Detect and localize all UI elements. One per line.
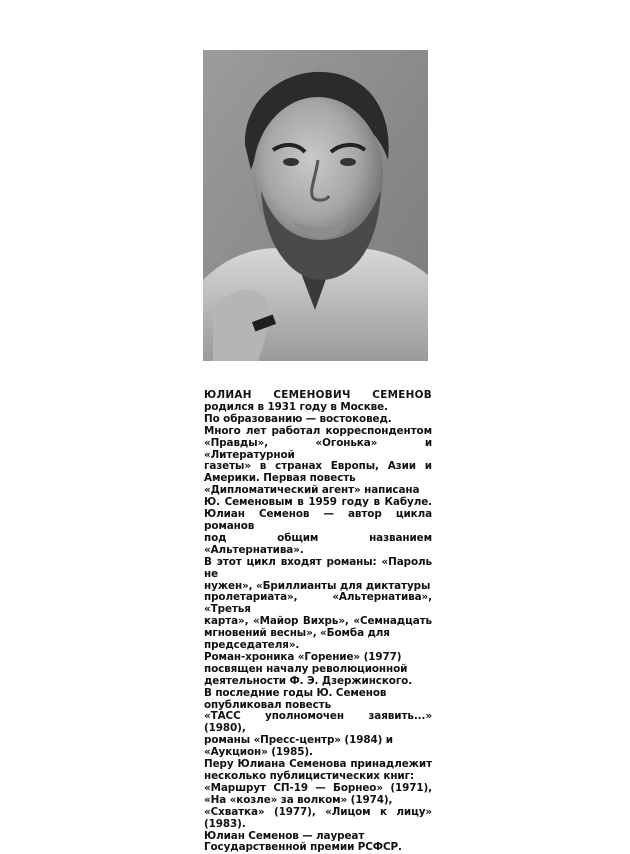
biography-line: «Маршрут СП-19 — Борнео» (1971), <box>204 781 432 794</box>
biography-line: В этот цикл входят романы: «Пароль не <box>204 555 432 580</box>
biography-line: Государственной премии РСФСР. <box>204 841 402 854</box>
biography-text <box>204 390 432 854</box>
biography-line: под общим названием «Альтернатива». <box>204 531 432 556</box>
biography-line: «Дипломатический агент» написана <box>204 484 420 497</box>
biography-line: «Правды», «Огонька» и «Литературной <box>204 436 432 461</box>
biography-line: председателя». <box>204 639 300 652</box>
biography-line: «ТАСС уполномочен заявить...» (1980), <box>204 710 432 735</box>
biography-line: По образованию — востоковед. <box>204 412 392 425</box>
author-name-heading: ЮЛИАН СЕМЕНОВИЧ СЕМЕНОВ <box>204 389 432 401</box>
biography-line: Ю. Семеновым в 1959 году в Кабуле. <box>204 496 432 509</box>
biography-line: карта», «Майор Вихрь», «Семнадцать <box>204 615 432 628</box>
biography-line: несколько публицистических книг: <box>204 770 414 782</box>
biography-line: мгновений весны», «Бомба для <box>204 627 390 640</box>
biography-line: «Схватка» (1977), «Лицом к лицу» (1983). <box>204 805 432 830</box>
biography-line: Америки. Первая повесть <box>204 472 356 485</box>
biography-line: Много лет работал корреспондентом <box>204 424 432 437</box>
portrait-image <box>203 50 428 361</box>
biography-line: Перу Юлиана Семенова принадлежит <box>204 758 432 771</box>
biography-paragraph <box>204 402 432 854</box>
biography-line: романы «Пресс-центр» (1984) и <box>204 734 393 747</box>
biography-line: В последние годы Ю. Семенов <box>204 686 387 699</box>
biography-line: «Аукцион» (1985). <box>204 746 313 759</box>
biography-line: деятельности Ф. Э. Дзержинского. <box>204 674 413 687</box>
biography-line: посвящен началу революционной <box>204 662 408 675</box>
biography-line: родился в 1931 году в Москве. <box>204 400 388 413</box>
author-portrait-photo <box>203 50 428 361</box>
biography-line: «На «козле» за волком» (1974), <box>204 793 393 806</box>
biography-line: Юлиан Семенов — лауреат <box>204 829 365 842</box>
biography-line: опубликовал повесть <box>204 698 332 711</box>
biography-line: Роман-хроника «Горение» (1977) <box>204 650 402 663</box>
biography-line: Юлиан Семенов — автор цикла романов <box>204 508 432 532</box>
biography-line: газеты» в странах Европы, Азии и <box>204 460 432 473</box>
biography-line: нужен», «Бриллианты для диктатуры <box>204 579 431 592</box>
biography-line: пролетариата», «Альтернатива», «Третья <box>204 591 432 616</box>
